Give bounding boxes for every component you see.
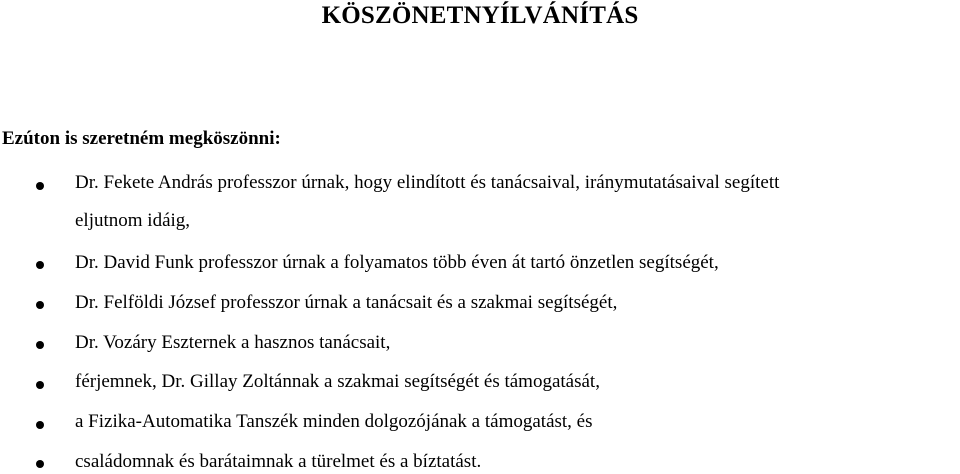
bullet-icon — [36, 381, 44, 389]
list-item-text: Dr. David Funk professzor úrnak a folyamatos több éven át tartó önzetlen segítségét, — [75, 252, 719, 273]
bullet-icon — [36, 421, 44, 429]
list-item-text: Dr. Vozáry Eszternek a hasznos tanácsait, — [75, 332, 391, 353]
list-item-text: a Fizika-Automatika Tanszék minden dolgozójának a támogatást, és — [75, 411, 593, 432]
list-item-text: Dr. Fekete András professzor úrnak, hogy elindított és tanácsaival, iránymutatásaival segített — [75, 172, 780, 193]
list-item-text-continued: eljutnom idáig, — [75, 210, 191, 231]
bullet-icon — [36, 301, 44, 309]
list-item-text: Dr. Felföldi József professzor úrnak a tanácsait és a szakmai segítségét, — [75, 292, 618, 313]
bullet-icon — [36, 261, 44, 269]
bullet-icon — [36, 182, 44, 190]
list-item-text: családomnak és barátaimnak a türelmet és a bíztatást. — [75, 451, 482, 472]
intro-text: Ezúton is szeretném megköszönni: — [2, 128, 281, 149]
bullet-icon — [36, 341, 44, 349]
bullet-icon — [36, 460, 44, 468]
list-item-text: férjemnek, Dr. Gillay Zoltánnak a szakmai segítségét és támogatását, — [75, 371, 600, 392]
page-title: KÖSZÖNETNYÍLVÁNÍTÁS — [321, 2, 639, 29]
